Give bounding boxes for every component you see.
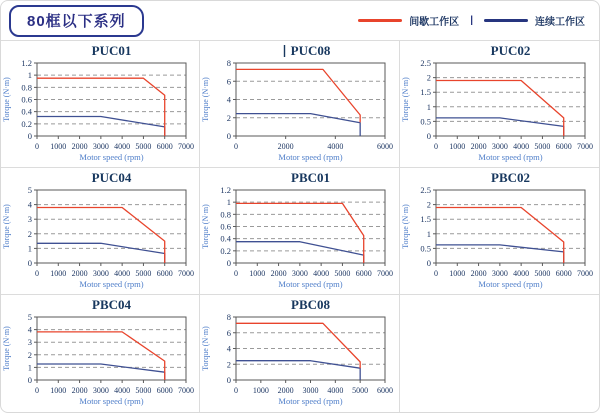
chart-title: PBC02 <box>491 170 531 185</box>
y-tick-label: 4 <box>27 199 33 210</box>
chart-grid <box>1 41 599 412</box>
x-tick-label: 6000 <box>556 142 573 151</box>
y-tick-label: 5 <box>27 312 33 322</box>
legend-separator: | <box>470 15 473 26</box>
y-tick-label: 6 <box>227 76 232 87</box>
y-tick-label: 4 <box>27 324 33 335</box>
y-tick-label: 0.5 <box>420 243 432 254</box>
chart-title: PBC01 <box>291 170 331 185</box>
x-axis-label: Motor speed (rpm) <box>79 152 144 162</box>
x-tick-label: 7000 <box>178 142 195 151</box>
x-tick-label: 2000 <box>71 142 88 151</box>
x-tick-label: 4000 <box>313 269 330 278</box>
y-tick-label: 5 <box>27 185 33 195</box>
y-tick-label: 1 <box>27 243 33 254</box>
x-tick-label: 3000 <box>93 142 110 151</box>
intermittent-line-swatch <box>358 19 402 22</box>
y-axis-label: Torque (N·m) <box>2 204 12 249</box>
y-tick-label: 3 <box>27 214 33 225</box>
chart-puc04 <box>1 168 199 293</box>
x-tick-label: 7000 <box>577 142 594 151</box>
x-tick-label: 4000 <box>513 269 530 278</box>
x-tick-label: 5000 <box>352 386 369 395</box>
intermittent-zone-line <box>436 208 564 263</box>
y-tick-label: 0.5 <box>420 116 432 127</box>
intermittent-zone-line <box>37 332 165 380</box>
y-tick-label: 3 <box>27 337 33 348</box>
x-tick-label: 2000 <box>278 386 295 395</box>
legend-item-intermittent <box>358 13 459 28</box>
x-axis-label: Motor speed (rpm) <box>79 279 144 289</box>
x-tick-label: 7000 <box>178 386 195 395</box>
x-tick-label: 0 <box>35 386 40 395</box>
x-tick-label: 6000 <box>556 269 573 278</box>
legend-label-continuous: 连续工作区 <box>535 17 585 28</box>
x-tick-label: 1000 <box>449 142 466 151</box>
x-tick-label: 2000 <box>71 386 88 395</box>
y-tick-label: 2.5 <box>420 58 432 68</box>
y-tick-label: 0.4 <box>220 233 232 244</box>
y-tick-label: 2 <box>427 199 432 210</box>
x-tick-label: 1000 <box>449 269 466 278</box>
y-tick-label: 1 <box>227 197 232 208</box>
y-tick-label: 1.5 <box>420 214 432 225</box>
chart-title: PUC02 <box>490 43 531 58</box>
y-tick-label: 0 <box>227 131 232 141</box>
x-tick-label: 3000 <box>93 269 110 278</box>
x-tick-label: 0 <box>234 386 239 395</box>
y-tick-label: 0.8 <box>220 209 232 220</box>
y-tick-label: 0 <box>27 258 33 268</box>
x-axis-label: Motor speed (rpm) <box>278 152 344 162</box>
y-tick-label: 2 <box>27 349 33 360</box>
y-axis-label: Torque (N·m) <box>201 204 211 249</box>
x-tick-label: 3000 <box>292 269 309 278</box>
x-tick-label: 3000 <box>302 386 319 395</box>
y-tick-label: 0.6 <box>220 221 232 232</box>
x-tick-label: 5000 <box>135 269 152 278</box>
empty-cell <box>400 295 599 412</box>
intermittent-zone-line <box>236 203 364 263</box>
x-tick-label: 6000 <box>377 142 394 151</box>
y-tick-label: 6 <box>227 327 232 338</box>
continuous-zone-line <box>236 361 360 380</box>
x-tick-label: 6000 <box>377 386 394 395</box>
y-tick-label: 1.2 <box>21 58 33 68</box>
legend-item-continuous <box>484 13 585 28</box>
continuous-zone-line <box>236 242 364 263</box>
y-tick-label: 4 <box>227 343 232 354</box>
x-tick-label: 1000 <box>249 269 266 278</box>
x-tick-label: 0 <box>434 142 439 151</box>
y-tick-label: 0 <box>427 131 432 141</box>
chart-pbc01 <box>200 168 398 293</box>
x-tick-label: 2000 <box>271 269 288 278</box>
y-axis-label: Torque (N·m) <box>401 77 411 122</box>
x-tick-label: 0 <box>234 142 239 151</box>
x-tick-label: 4000 <box>327 142 344 151</box>
x-tick-label: 1000 <box>50 386 67 395</box>
y-tick-label: 8 <box>227 312 232 322</box>
x-axis-label: Motor speed (rpm) <box>79 396 144 406</box>
x-tick-label: 4000 <box>327 386 344 395</box>
y-axis-label: Torque (N·m) <box>2 77 12 122</box>
chart-title: PUC04 <box>91 170 132 185</box>
y-tick-label: 1.5 <box>420 87 432 98</box>
x-axis-label: Motor speed (rpm) <box>278 396 344 406</box>
chart-title: PUC08 <box>291 43 331 58</box>
chart-cell-pbc02 <box>400 168 599 295</box>
y-tick-label: 2 <box>227 112 232 123</box>
x-tick-label: 2000 <box>71 269 88 278</box>
x-axis-label: Motor speed (rpm) <box>478 152 543 162</box>
continuous-zone-line <box>436 245 564 263</box>
continuous-zone-line <box>37 243 165 263</box>
x-tick-label: 3000 <box>93 386 110 395</box>
y-tick-label: 0 <box>27 131 33 141</box>
y-axis-label: Torque (N·m) <box>201 326 211 371</box>
y-tick-label: 2 <box>27 228 33 239</box>
chart-pbc08 <box>200 295 398 410</box>
y-axis-label: Torque (N·m) <box>2 326 12 371</box>
plot-frame <box>37 190 186 263</box>
chart-cell-pbc01 <box>200 168 399 295</box>
x-tick-label: 5000 <box>534 269 551 278</box>
legend-label-intermittent: 间歇工作区 <box>409 17 460 28</box>
y-tick-label: 2.5 <box>420 185 432 195</box>
x-tick-label: 4000 <box>513 142 530 151</box>
plot-frame <box>436 63 585 136</box>
y-tick-label: 0 <box>427 258 432 268</box>
chart-cell-pbc08 <box>200 295 399 412</box>
x-tick-label: 6000 <box>156 386 173 395</box>
x-tick-label: 4000 <box>114 142 131 151</box>
y-tick-label: 0.8 <box>21 82 33 93</box>
continuous-zone-line <box>37 117 165 136</box>
chart-cell-puc04 <box>1 168 200 295</box>
y-tick-label: 2 <box>427 72 432 83</box>
x-tick-label: 2000 <box>278 142 295 151</box>
x-axis-label: Motor speed (rpm) <box>478 279 543 289</box>
x-tick-label: 2000 <box>470 269 487 278</box>
intermittent-zone-line <box>236 323 360 368</box>
chart-puc01 <box>1 41 199 166</box>
series-title-tag <box>9 5 144 37</box>
x-tick-label: 3000 <box>492 142 509 151</box>
y-tick-label: 0.6 <box>21 94 33 105</box>
x-tick-label: 7000 <box>577 269 594 278</box>
x-tick-label: 5000 <box>135 386 152 395</box>
header-bar <box>1 1 599 41</box>
x-tick-label: 0 <box>35 142 40 151</box>
chart-puc02 <box>400 41 598 166</box>
y-tick-label: 1 <box>27 362 33 373</box>
y-tick-label: 0 <box>227 258 232 268</box>
series-title: 80框以下系列 <box>27 12 126 30</box>
y-tick-label: 2 <box>227 359 232 370</box>
x-tick-label: 6000 <box>356 269 373 278</box>
y-tick-label: 4 <box>227 94 232 105</box>
chart-cell-pbc04 <box>1 295 200 412</box>
x-tick-label: 5000 <box>135 142 152 151</box>
continuous-zone-line <box>37 364 165 380</box>
continuous-zone-line <box>236 114 360 136</box>
y-tick-label: 0.2 <box>220 245 232 256</box>
y-tick-label: 0 <box>227 375 232 385</box>
intermittent-zone-line <box>436 81 564 136</box>
y-tick-label: 1.2 <box>220 185 232 195</box>
y-tick-label: 0 <box>27 375 33 385</box>
y-tick-label: 0.2 <box>21 118 33 129</box>
chart-puc08 <box>200 41 398 166</box>
y-axis-label: Torque (N·m) <box>401 204 411 249</box>
y-tick-label: 8 <box>227 58 232 68</box>
plot-frame <box>37 317 186 380</box>
chart-pbc04 <box>1 295 199 410</box>
chart-cell-puc01 <box>1 41 200 168</box>
y-axis-label: Torque (N·m) <box>201 77 211 122</box>
y-tick-label: 1 <box>427 101 432 112</box>
x-tick-label: 1000 <box>50 142 67 151</box>
intermittent-zone-line <box>236 69 360 122</box>
y-tick-label: 1 <box>27 70 33 81</box>
x-tick-label: 1000 <box>253 386 270 395</box>
x-tick-label: 0 <box>35 269 40 278</box>
legend <box>358 13 585 28</box>
continuous-zone-line <box>436 118 564 136</box>
chart-cell-puc08 <box>200 41 399 168</box>
x-tick-label: 1000 <box>50 269 67 278</box>
continuous-line-swatch <box>484 19 528 22</box>
x-tick-label: 0 <box>234 269 239 278</box>
x-tick-label: 7000 <box>178 269 195 278</box>
x-axis-label: Motor speed (rpm) <box>278 279 344 289</box>
x-tick-label: 2000 <box>470 142 487 151</box>
x-tick-label: 4000 <box>114 386 131 395</box>
x-tick-label: 6000 <box>156 142 173 151</box>
chart-title: PBC04 <box>92 297 132 312</box>
intermittent-zone-line <box>37 208 165 263</box>
y-tick-label: 1 <box>427 228 432 239</box>
x-tick-label: 5000 <box>334 269 351 278</box>
chart-title: PBC08 <box>291 297 331 312</box>
chart-cell-puc02 <box>400 41 599 168</box>
x-tick-label: 7000 <box>377 269 394 278</box>
y-tick-label: 0.4 <box>21 106 33 117</box>
chart-pbc02 <box>400 168 598 293</box>
chart-title: PUC01 <box>91 43 132 58</box>
x-tick-label: 3000 <box>492 269 509 278</box>
x-tick-label: 6000 <box>156 269 173 278</box>
x-tick-label: 5000 <box>534 142 551 151</box>
x-tick-label: 0 <box>434 269 439 278</box>
x-tick-label: 4000 <box>114 269 131 278</box>
